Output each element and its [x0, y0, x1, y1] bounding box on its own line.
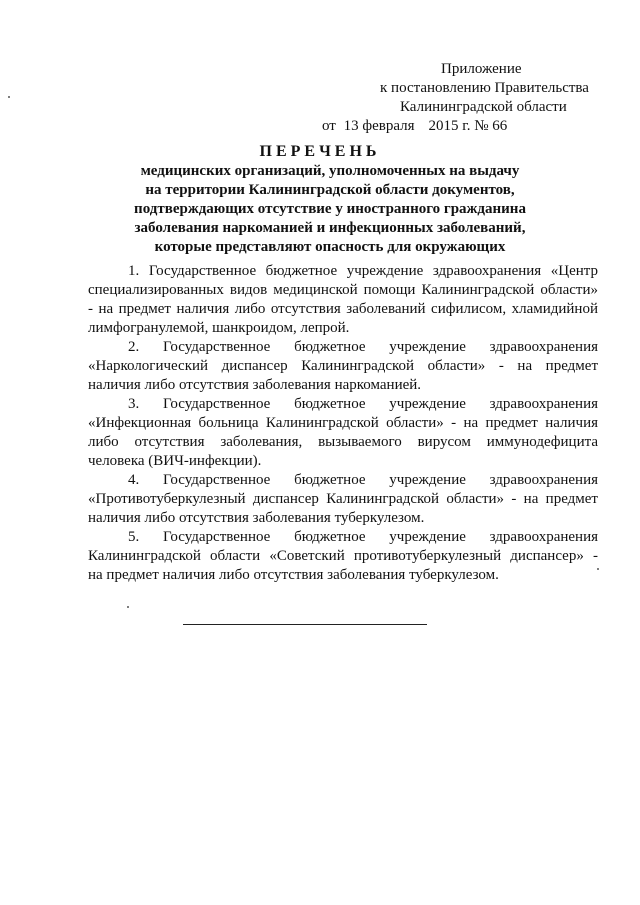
list-item — [88, 395, 598, 471]
subtitle-line: на территории Калининградской области документов, — [145, 182, 515, 198]
list-item — [88, 528, 598, 585]
date-month: февраля — [362, 118, 415, 134]
appendix-date-line — [300, 117, 600, 136]
item-line: на предмет наличия либо отсутствия заболевания туберкулезом. — [88, 567, 499, 583]
document-title: ПЕРЕЧЕНЬ — [259, 143, 381, 160]
date-day: 13 — [343, 118, 359, 134]
item-line: «Наркологический диспансер Калининградской области» - на предмет — [88, 358, 598, 374]
number-label: № — [474, 118, 489, 134]
item-line: 3. Государственное бюджетное учреждение здравоохранения — [128, 396, 598, 412]
item-line: 4. Государственное бюджетное учреждение здравоохранения — [128, 472, 598, 488]
document-subtitle — [120, 162, 540, 257]
item-line: человека (ВИЧ-инфекции). — [88, 453, 262, 469]
subtitle-line: которые представляют опасность для окружающих — [154, 239, 506, 255]
decree-number: 66 — [492, 118, 508, 134]
list-item — [88, 262, 598, 338]
item-line: «Противотуберкулезный диспансер Калининградской области» - на предмет — [88, 491, 598, 507]
organization-list — [88, 262, 598, 585]
item-line: наличия либо отсутствия заболевания наркоманией. — [88, 377, 422, 393]
scan-speck — [127, 606, 129, 608]
item-line: лимфогранулемой, шанкроидом, лепрой. — [88, 320, 350, 336]
appendix-label: Приложение — [441, 61, 522, 77]
item-line: Калининградской области «Советский противотуберкулезный диспансер» - — [88, 548, 598, 564]
scan-speck — [8, 96, 10, 98]
item-line: либо отсутствия заболевания, вызываемого вирусом иммунодефицита — [88, 434, 598, 450]
item-line: 1. Государственное бюджетное учреждение здравоохранения «Центр — [128, 263, 598, 279]
appendix-region: Калининградской области — [400, 99, 567, 115]
list-item — [88, 338, 598, 395]
list-item — [88, 471, 598, 528]
scan-speck — [597, 568, 599, 570]
subtitle-line: медицинских организаций, уполномоченных на выдачу — [140, 163, 520, 179]
item-line: наличия либо отсутствия заболевания туберкулезом. — [88, 510, 425, 526]
item-line: специализированных видов медицинской помощи Калининградской области» — [88, 282, 598, 298]
appendix-decree: к постановлению Правительства — [380, 80, 589, 96]
end-divider — [183, 624, 427, 625]
item-line: - на предмет наличия либо отсутствия заболеваний сифилисом, хламидийной — [88, 301, 598, 317]
date-year: 2015 г. — [428, 118, 471, 134]
subtitle-line: подтверждающих отсутствие у иностранного гражданина — [134, 201, 526, 217]
appendix-header — [300, 60, 600, 136]
item-line: «Инфекционная больница Калининградской области» - на предмет наличия — [88, 415, 598, 431]
item-line: 2. Государственное бюджетное учреждение здравоохранения — [128, 339, 598, 355]
date-prefix: от — [322, 118, 336, 134]
item-line: 5. Государственное бюджетное учреждение здравоохранения — [128, 529, 598, 545]
subtitle-line: заболевания наркоманией и инфекционных заболеваний, — [134, 220, 526, 236]
